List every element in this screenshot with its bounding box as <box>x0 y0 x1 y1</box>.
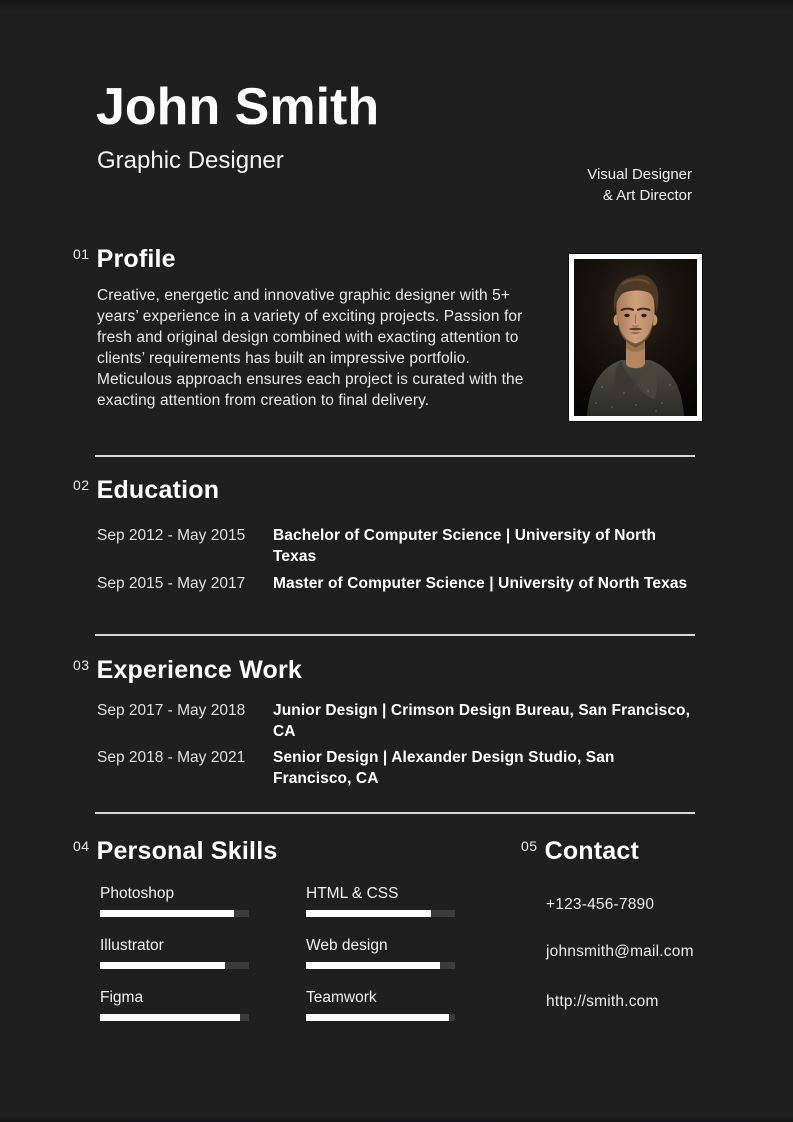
skill-bar-fill <box>306 962 440 969</box>
education-dates: Sep 2012 - May 2015 <box>97 527 246 544</box>
skill-item <box>306 937 455 989</box>
education-section-number: 02 <box>73 477 90 493</box>
experience-heading: Experience Work <box>96 656 302 684</box>
skills-section-header <box>73 838 277 864</box>
skill-bar <box>306 910 455 917</box>
skills-section-number: 04 <box>73 838 90 854</box>
tagline-line-1: Visual Designer <box>587 166 692 183</box>
contact-email[interactable]: johnsmith@mail.com <box>546 943 694 960</box>
skill-bar-fill <box>100 962 225 969</box>
education-dates: Sep 2015 - May 2017 <box>97 575 246 592</box>
skill-name: Teamwork <box>306 989 377 1006</box>
experience-row <box>97 747 697 789</box>
experience-section-header <box>73 657 302 683</box>
skill-bar <box>306 962 455 969</box>
experience-position: Senior Design | Alexander Design Studio, San Francisco, CA <box>273 749 615 787</box>
skill-name: Figma <box>100 989 144 1006</box>
section-divider <box>95 455 695 457</box>
contact-section-header <box>521 838 639 864</box>
skill-name: Web design <box>306 937 388 954</box>
skill-bar <box>306 1014 455 1021</box>
job-title: Graphic Designer <box>97 147 284 174</box>
education-degree: Master of Computer Science | University of North Texas <box>273 575 688 592</box>
portrait-illustration <box>574 259 697 416</box>
skill-bar-fill <box>100 1014 240 1021</box>
skill-item <box>100 937 249 989</box>
education-row <box>97 525 697 567</box>
skill-name: Photoshop <box>100 885 175 902</box>
education-section-header <box>73 477 219 503</box>
experience-position: Junior Design | Crimson Design Bureau, San Francisco, CA <box>273 702 691 740</box>
skill-bar <box>100 1014 249 1021</box>
skill-bar-fill <box>306 1014 449 1021</box>
experience-row <box>97 700 697 742</box>
experience-section-number: 03 <box>73 657 90 673</box>
skill-bar <box>100 962 249 969</box>
contact-section-number: 05 <box>521 838 538 854</box>
skill-item <box>100 885 249 937</box>
skill-bar-fill <box>306 910 431 917</box>
contact-heading: Contact <box>544 837 640 865</box>
skill-bar-fill <box>100 910 234 917</box>
skill-name: HTML & CSS <box>306 885 399 902</box>
tagline-line-2: & Art Director <box>602 187 692 204</box>
profile-heading: Profile <box>96 245 176 273</box>
contact-website[interactable]: http://smith.com <box>546 993 659 1010</box>
profile-section-number: 01 <box>73 246 90 262</box>
profile-body-text: Creative, energetic and innovative graphic designer with 5+ years’ experience in a variety of exciting projects. Passion for fresh and original design combined with exacting attention to clients’ requirements has built an impressive portfolio. Meticulous approach ensures each project is curated with the exacting attention from creation to final delivery. <box>97 287 524 409</box>
experience-dates: Sep 2018 - May 2021 <box>97 749 246 766</box>
skill-item <box>306 989 455 1041</box>
name-heading: John Smith <box>96 78 380 136</box>
section-divider <box>95 812 695 814</box>
tagline <box>587 164 692 206</box>
education-degree: Bachelor of Computer Science | University of North Texas <box>273 527 657 565</box>
education-row <box>97 573 697 594</box>
skill-name: Illustrator <box>100 937 164 954</box>
skills-heading: Personal Skills <box>96 837 278 865</box>
contact-phone[interactable]: +123-456-7890 <box>546 896 655 913</box>
section-divider <box>95 634 695 636</box>
skills-column-right <box>306 885 455 1041</box>
skill-bar <box>100 910 249 917</box>
skill-item <box>306 885 455 937</box>
profile-section-header <box>73 246 176 272</box>
education-heading: Education <box>96 476 220 504</box>
skill-item <box>100 989 249 1041</box>
skills-column-left <box>100 885 249 1041</box>
experience-dates: Sep 2017 - May 2018 <box>97 702 246 719</box>
profile-photo <box>569 254 702 421</box>
